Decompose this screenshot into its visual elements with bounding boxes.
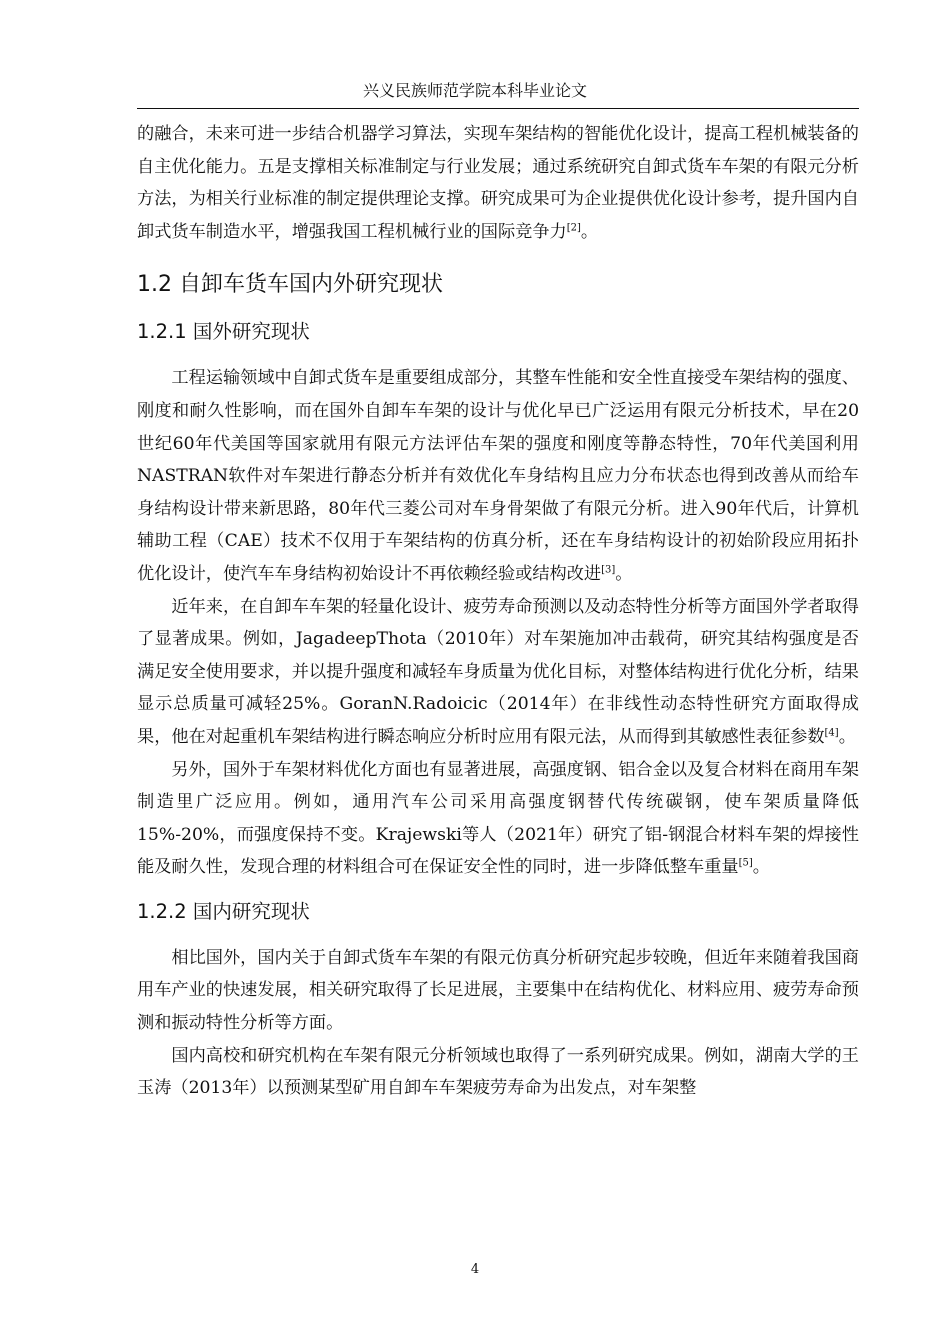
section-heading: 1.2 自卸车货车国内外研究现状 [137,272,443,298]
citation: [2] [566,222,581,234]
paragraph: 工程运输领域中自卸式货车是重要组成部分，其整车性能和安全性直接受车架结构的强度、刚度和耐久性影响，而在国外自卸车车架的设计与优化早已广泛运用有限元分析技术，早在20世纪60年代美国等国家就用有限元方法评估车架的强度和刚度等静态特性，70年代美国利用NASTRAN软件对车架进行静态分析并有效优化车身结构且应力分布状态也得到改善从而给车身结构设计带来新思路，80年代三菱公司对车身骨架做了有限元分析。进入90年代后，计算机辅助工程（CAE）技术不仅用于车架结构的仿真分析，还在车身结构设计的初始阶段应用拓扑优化设计，使汽车车身结构初始设计不再依赖经验或结构改进[3]。 [137,368,859,584]
header-divider [137,108,859,109]
page-body [137,118,859,1105]
subsection-heading: 1.2.1 国外研究现状 [137,320,310,344]
paragraph: 另外，国外于车架材料优化方面也有显著进展，高强度钢、铝合金以及复合材料在商用车架制造里广泛应用。例如，通用汽车公司采用高强度钢替代传统碳钢，使车架质量降低15%-20%，而强度保持不变。Krajewski等人（2021年）研究了铝-钢混合材料车架的焊接性能及耐久性，发现合理的材料组合可在保证安全性的同时，进一步降低整车重量[5]。 [137,759,859,878]
citation: [3] [601,564,616,576]
paragraph: 相比国外，国内关于自卸式货车车架的有限元仿真分析研究起步较晚，但近年来随着我国商用车产业的快速发展，相关研究取得了长足进展，主要集中在结构优化、材料应用、疲劳寿命预测和振动特性分析等方面。 [137,947,859,1034]
citation: [4] [824,727,839,739]
subsection-heading: 1.2.2 国内研究现状 [137,899,310,923]
running-header: 兴义民族师范学院本科毕业论文 [362,81,587,100]
page-number: 4 [470,1262,480,1277]
citation: [5] [738,857,753,869]
paragraph: 国内高校和研究机构在车架有限元分析领域也取得了一系列研究成果。例如，湖南大学的王玉涛（2013年）以预测某型矿用自卸车车架疲劳寿命为出发点，对车架整 [137,1045,859,1099]
paragraph: 近年来，在自卸车车架的轻量化设计、疲劳寿命预测以及动态特性分析等方面国外学者取得了显著成果。例如，JagadeepThota（2010年）对车架施加冲击载荷，研究其结构强度是否满足安全使用要求，并以提升强度和减轻车身质量为优化目标，对整体结构进行优化分析，结果显示总质量可减轻25%。GoranN.Radoicic（2014年）在非线性动态特性研究方面取得成果，他在对起重机车架结构进行瞬态响应分析时应用有限元法，从而得到其敏感性表征参数[4]。 [137,596,859,747]
paragraph: 的融合，未来可进一步结合机器学习算法，实现车架结构的智能优化设计，提高工程机械装备的自主优化能力。五是支撑相关标准制定与行业发展；通过系统研究自卸式货车车架的有限元分析方法，为相关行业标准的制定提供理论支撑。研究成果可为企业提供优化设计参考，提升国内自卸式货车制造水平，增强我国工程机械行业的国际竞争力[2]。 [137,124,859,242]
